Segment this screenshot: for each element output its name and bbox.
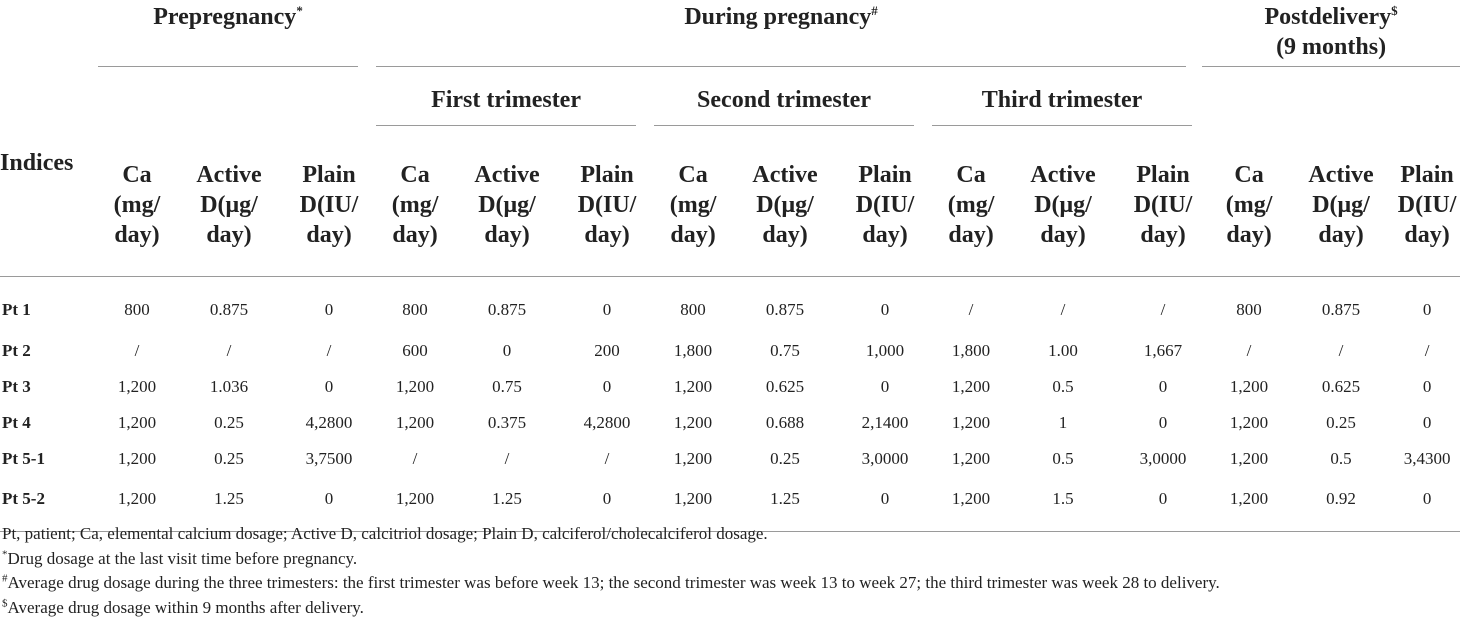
table-row [0, 333, 1460, 369]
table-cell: 0.875 [209, 300, 249, 319]
group-label: During pregnancy [684, 4, 872, 30]
row-label: Pt 1 [2, 300, 31, 319]
table-cell: 0 [880, 300, 890, 319]
table-cell: / [1424, 341, 1430, 360]
table-cell: 1,200 [395, 377, 435, 396]
table-cell: / [134, 341, 140, 360]
table-cell: 0.5 [1052, 449, 1074, 468]
table-cell: 600 [402, 341, 428, 360]
table-cell: 1.25 [492, 489, 522, 508]
column-header-active-d: Active D(μg/ day) [196, 162, 262, 248]
table-cell: 1,800 [951, 341, 991, 360]
table-cell: 4,2800 [305, 413, 353, 432]
spacer-cell [1210, 76, 1460, 134]
table-cell: 1.5 [1052, 489, 1074, 508]
table-cell: 0 [502, 341, 512, 360]
table-cell: 3,4300 [1403, 449, 1451, 468]
table-cell: 0 [324, 300, 334, 319]
footnote-marker: * [296, 3, 303, 18]
table-cell: 1,200 [951, 413, 991, 432]
table-body [0, 277, 1460, 532]
table-cell: 800 [680, 300, 706, 319]
table-cell: / [226, 341, 232, 360]
group-header-during-pregnancy [376, 0, 1460, 76]
table-cell: 0.875 [487, 300, 527, 319]
table-footnotes [2, 522, 1452, 620]
table-cell: 0 [1158, 489, 1168, 508]
table-cell: 1.25 [214, 489, 244, 508]
table-cell: 0 [602, 377, 612, 396]
table-cell: 0 [880, 489, 890, 508]
table-cell: 0.92 [1326, 489, 1356, 508]
table-cell: / [604, 449, 610, 468]
table-cell: 1,200 [673, 377, 713, 396]
footnote-abbreviations: Pt, patient; Ca, elemental calcium dosage; Active D, calcitriol dosage; Plain D, calciferol/cholecalciferol dosage. [2, 524, 768, 543]
footnote-marker: # [2, 572, 8, 585]
table-cell: 0 [1422, 413, 1432, 432]
column-header-active-d: Active D(μg/ day) [752, 162, 818, 248]
table-cell: 1,667 [1143, 341, 1183, 360]
row-label: Pt 5-2 [2, 489, 45, 508]
table-cell: 0 [1158, 413, 1168, 432]
column-header-active-d: Active D(μg/ day) [474, 162, 540, 248]
footnote-during-pregnancy: #Average drug dosage during the three trimesters: the first trimester was before week 13; the second trimester was week 13 to week 27; the third trimester was week 28 to delivery. [2, 572, 1220, 592]
table-cell: 800 [1236, 300, 1262, 319]
table-cell: 1,200 [1229, 413, 1269, 432]
table-cell: 1,200 [951, 377, 991, 396]
table-cell: 0.25 [214, 413, 244, 432]
table-cell: 4,2800 [583, 413, 631, 432]
row-label: Pt 4 [2, 413, 31, 432]
table-cell: 0 [602, 300, 612, 319]
table-cell: 0 [880, 377, 890, 396]
trimester-header-second: Second trimester [654, 76, 932, 134]
table-cell: 1 [1058, 413, 1068, 432]
footnote-marker: $ [2, 596, 8, 609]
table-cell: 1,200 [117, 377, 157, 396]
table-cell: 1.036 [209, 377, 249, 396]
group-label: Prepregnancy [153, 4, 297, 30]
table-cell: 0 [324, 377, 334, 396]
column-header-ca: Ca (mg/ day) [113, 162, 161, 248]
table-cell: 0.75 [770, 341, 800, 360]
table-cell: 1,000 [865, 341, 905, 360]
table-cell: / [1338, 341, 1344, 360]
table-cell: / [504, 449, 510, 468]
table-cell: 0 [324, 489, 334, 508]
trimester-header-third: Third trimester [932, 76, 1210, 134]
table-cell: 0 [1422, 300, 1432, 319]
footnote-marker: # [871, 3, 878, 18]
spacer-cell [0, 76, 376, 134]
table-cell: 0.688 [765, 413, 805, 432]
table-cell: 1,200 [1229, 449, 1269, 468]
column-header-ca: Ca (mg/ day) [1225, 162, 1273, 248]
table-cell: 0.625 [765, 377, 805, 396]
column-header-ca: Ca (mg/ day) [669, 162, 717, 248]
table-cell: 0.625 [1321, 377, 1361, 396]
table-cell: 0 [1422, 377, 1432, 396]
table-cell: 0.5 [1052, 377, 1074, 396]
table-cell: 1.25 [770, 489, 800, 508]
table-cell: 1,200 [673, 489, 713, 508]
table-cell: 0.25 [214, 449, 244, 468]
table-cell: 3,0000 [861, 449, 909, 468]
column-header-plain-d: Plain D(IU/ day) [299, 162, 359, 248]
table-cell: / [1060, 300, 1066, 319]
table-cell: 1,200 [117, 413, 157, 432]
table-cell: 3,7500 [305, 449, 353, 468]
table-cell: / [326, 341, 332, 360]
table-cell: 1,200 [673, 413, 713, 432]
table-cell: 1,200 [951, 449, 991, 468]
table-cell: 1.00 [1048, 341, 1078, 360]
group-sublabel: (9 months) [1276, 34, 1387, 60]
row-label: Pt 3 [2, 377, 31, 396]
footnote-marker: * [2, 547, 8, 560]
group-label: Postdelivery$ [1264, 3, 1398, 30]
column-header-active-d: Active D(μg/ day) [1308, 162, 1374, 248]
table-cell: 1,800 [673, 341, 713, 360]
table-cell: 0.875 [765, 300, 805, 319]
column-header-ca: Ca (mg/ day) [947, 162, 995, 248]
table-cell: 1,200 [117, 489, 157, 508]
column-header-active-d: Active D(μg/ day) [1030, 162, 1096, 248]
table-cell: 1,200 [951, 489, 991, 508]
table-cell: / [412, 449, 418, 468]
trimester-header-first: First trimester [376, 76, 654, 134]
table-row [0, 369, 1460, 405]
table-cell: 1,200 [395, 413, 435, 432]
table-cell: 0.25 [1326, 413, 1356, 432]
table-cell: 200 [594, 341, 620, 360]
corner-cell [0, 0, 98, 76]
table-cell: 800 [124, 300, 150, 319]
column-header-plain-d: Plain D(IU/ day) [1397, 162, 1457, 248]
footnote-marker: $ [1391, 3, 1398, 18]
group-header-prepregnancy [98, 0, 376, 76]
footnote-prepregnancy: *Drug dosage at the last visit time before pregnancy. [2, 547, 358, 568]
table-cell: / [968, 300, 974, 319]
table-cell: 1,200 [395, 489, 435, 508]
table-row [0, 405, 1460, 441]
table-cell: 1,200 [1229, 489, 1269, 508]
table-cell: 0 [1158, 377, 1168, 396]
column-header-plain-d: Plain D(IU/ day) [855, 162, 915, 248]
table-cell: 1,200 [1229, 377, 1269, 396]
table-cell: 0.5 [1330, 449, 1352, 468]
row-label: Pt 2 [2, 341, 31, 360]
table-cell: 0 [602, 489, 612, 508]
table-cell: 0 [1422, 489, 1432, 508]
table-row [0, 277, 1460, 334]
column-header-ca: Ca (mg/ day) [391, 162, 439, 248]
table-cell: 3,0000 [1139, 449, 1187, 468]
table-cell: 1,200 [673, 449, 713, 468]
table-cell: 1,200 [117, 449, 157, 468]
table-cell: 0.25 [770, 449, 800, 468]
row-label-header: Indices [0, 150, 74, 176]
row-label: Pt 5-1 [2, 449, 45, 468]
table-row [0, 441, 1460, 477]
table-cell: 800 [402, 300, 428, 319]
column-header-plain-d: Plain D(IU/ day) [577, 162, 637, 248]
column-header-plain-d: Plain D(IU/ day) [1133, 162, 1193, 248]
table-cell: / [1246, 341, 1252, 360]
table-cell: 0.375 [487, 413, 527, 432]
footnote-postdelivery: $Average drug dosage within 9 months after delivery. [2, 596, 364, 617]
table-cell: / [1160, 300, 1166, 319]
table-cell: 2,1400 [861, 413, 909, 432]
table-cell: 0.875 [1321, 300, 1361, 319]
table-cell: 0.75 [492, 377, 522, 396]
